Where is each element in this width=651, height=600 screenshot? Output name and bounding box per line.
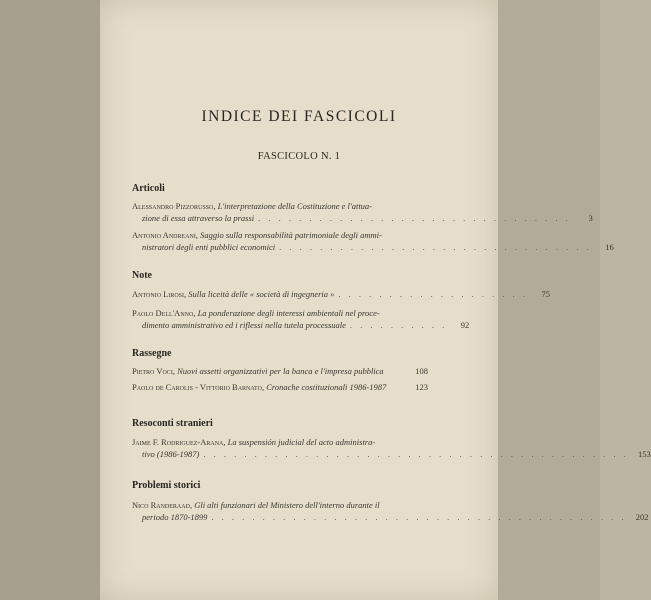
toc-entry[interactable]: Antonio Andreani, Saggio sulla responsabilità patrimoniale degli ammi- nistratori degli enti pubblici economici . . . . . . . . . . . . . . . . . . . . . . . . . . . . . . . 16 — [132, 230, 614, 252]
leader-dots: . . . . . . . . . . . . . . . . . . . . . . . . . . . . . . . — [258, 213, 571, 223]
entry-page: 92 — [460, 320, 470, 330]
entry-title: Cronache costituzionali 1986-1987 — [266, 382, 387, 392]
entry-title: Saggio sulla responsabilità patrimoniale degli ammi- — [200, 230, 382, 240]
section-heading-resoconti: Resoconti stranieri — [132, 418, 213, 429]
toc-entry[interactable]: Alessandro Pizzorusso, L'interpretazione della Costituzione e l'attua- zione di essa attraverso la prassi . . . . . . . . . . . . . . . . . . . . . . . . . . . . . . . 3 — [132, 201, 593, 223]
entry-page: 16 — [605, 242, 614, 252]
toc-entry[interactable]: Nico Randeraad, Gli alti funzionari del Ministero dell'interno durante il periodo 1870-1899 . . . . . . . . . . . . . . . . . . . . . . . . . . . . . . . . . . . . . . . . . 202 — [132, 500, 649, 522]
section-heading-note: Note — [132, 270, 152, 281]
entry-author: Antonio Lirosi — [132, 289, 185, 299]
toc-entry[interactable]: Jaime F. Rodriguez-Arana, La suspensión judicial del acto administra- tivo (1986-1987) . . . . . . . . . . . . . . . . . . . . . . . . . . . . . . . . . . . . . . . . . . 153 — [132, 437, 651, 459]
toc-entry[interactable]: Paolo Dell'Anno, La ponderazione degli interessi ambientali nel proce- dimento amministrativo ed i riflessi nella tutela processuale . . . . . . . . . . 92 — [132, 308, 470, 330]
entry-page: 153 — [638, 449, 651, 459]
toc-entry[interactable]: Antonio Lirosi, Sulla liceità delle « società di ingegneria » . . . . . . . . . . . . . . . . . . . 75 — [132, 289, 551, 299]
entry-page: 108 — [415, 366, 428, 376]
background-left — [0, 0, 100, 600]
section-heading-rassegne: Rassegne — [132, 348, 172, 359]
entry-page: 75 — [541, 289, 551, 299]
toc-entry[interactable]: Pietro Voci, Nuovi assetti organizzativi per la banca e l'impresa pubblica 108 — [132, 366, 428, 376]
entry-author: Jaime F. Rodriguez-Arana — [132, 437, 224, 447]
issue-heading: FASCICOLO N. 1 — [257, 151, 341, 162]
leader-dots — [388, 365, 406, 377]
page-title: INDICE DEI FASCICOLI — [201, 108, 397, 125]
section-heading-problemi: Problemi storici — [132, 480, 201, 491]
entry-title: La ponderazione degli interessi ambientali nel proce- — [197, 308, 380, 318]
entry-title: Gli alti funzionari del Ministero dell'interno durante il — [194, 500, 380, 510]
entry-author: Paolo de Carolis - Vittorio Barnato — [132, 382, 262, 392]
entry-title: Sulla liceità delle « società di ingegneria » — [188, 289, 335, 299]
leader-dots: . . . . . . . . . . — [349, 320, 448, 330]
toc-entry[interactable]: Paolo de Carolis - Vittorio Barnato, Cronache costituzionali 1986-1987 123 — [132, 382, 428, 392]
entry-author: Pietro Voci — [132, 366, 173, 376]
entry-title-cont: tivo (1986-1987) — [142, 449, 200, 459]
section-heading-articoli: Articoli — [132, 183, 165, 194]
entry-title-cont: dimento amministrativo ed i riflessi nella tutela processuale — [142, 320, 346, 330]
leader-dots: . . . . . . . . . . . . . . . . . . . . . . . . . . . . . . . — [279, 242, 592, 252]
entry-page: 202 — [635, 512, 649, 522]
entry-title-cont: nistratori degli enti pubblici economici — [142, 242, 276, 252]
entry-page: 3 — [588, 213, 593, 223]
entry-author: Alessandro Pizzorusso — [132, 201, 214, 211]
leader-dots — [390, 381, 406, 393]
entry-title-cont: zione di essa attraverso la prassi — [142, 213, 255, 223]
entry-page: 123 — [415, 382, 428, 392]
entry-author: Paolo Dell'Anno — [132, 308, 194, 318]
entry-author: Antonio Andreani — [132, 230, 196, 240]
entry-title-cont: periodo 1870-1899 — [142, 512, 208, 522]
leader-dots: . . . . . . . . . . . . . . . . . . . — [338, 289, 529, 299]
leader-dots: . . . . . . . . . . . . . . . . . . . . . . . . . . . . . . . . . . . . . . . . . — [211, 512, 627, 522]
background-right — [498, 0, 600, 600]
entry-author: Nico Randeraad — [132, 500, 190, 510]
leader-dots: . . . . . . . . . . . . . . . . . . . . . . . . . . . . . . . . . . . . . . . . . . — [203, 449, 629, 459]
entry-title: Nuovi assetti organizzativi per la banca e l'impresa pubblica — [177, 366, 384, 376]
entry-title: La suspensión judicial del acto administra- — [227, 437, 376, 447]
entry-title: L'interpretazione della Costituzione e l'attua- — [217, 201, 373, 211]
